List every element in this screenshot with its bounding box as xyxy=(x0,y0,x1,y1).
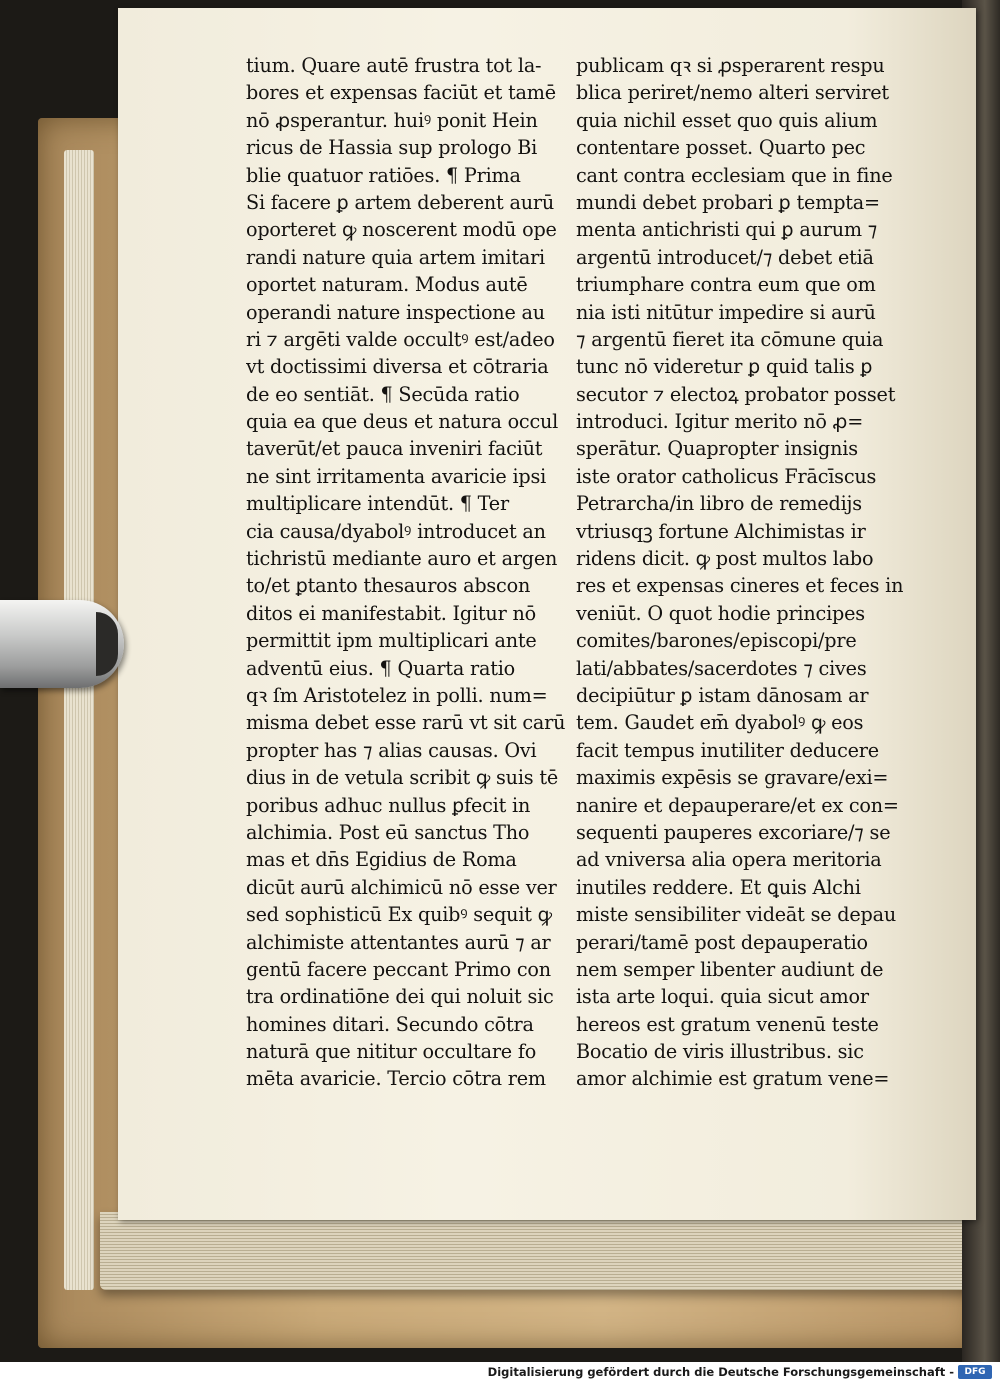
text-line: mas et dn̄s Egidius de Roma xyxy=(246,848,517,872)
text-line: ricus de Hassia sup prologo Bi xyxy=(246,136,538,160)
footer-bar xyxy=(0,1362,1000,1383)
text-line: tunc nō videretur ꝑ quid talis ꝑ xyxy=(576,355,873,379)
text-line: miste sensibiliter videāt se depau xyxy=(576,903,896,927)
text-line: adventū eius. ¶ Quarta ratio xyxy=(246,656,516,680)
text-line: introduci. Igitur merito nō ꝓ= xyxy=(576,410,864,434)
text-line: ditos ei manifestabit. Igitur nō xyxy=(246,601,536,625)
text-line: veniūt. O quot hodie principes xyxy=(576,601,865,625)
text-line: ⁊ argentū fieret ita cōmune quia xyxy=(576,327,884,351)
text-line: contentare posset. Quarto pec xyxy=(576,136,866,160)
text-line: nō ꝓsperantur. huiꝰ ponit Hein xyxy=(246,108,538,132)
text-line: amor alchimie est gratum vene= xyxy=(576,1067,890,1091)
text-line: sperātur. Quapropter insignis xyxy=(576,437,858,461)
text-line: taverūt/et pauca inveniri faciūt xyxy=(246,437,543,461)
text-line: misma debet esse rarū vt sit carū xyxy=(246,711,566,735)
text-line: alchimiste attentantes aurū ⁊ ar xyxy=(246,930,551,954)
text-line: decipiūtur ꝑ istam dānosam ar xyxy=(576,683,869,707)
text-line: tra ordinatiōne dei qui noluit sic xyxy=(246,985,554,1009)
text-line: lati/abbates/sacerdotes ⁊ cives xyxy=(576,656,867,680)
text-line: cia causa/dyabolꝰ introducet an xyxy=(246,519,546,543)
text-line: to/et ꝑtanto thesauros abscon xyxy=(246,574,531,598)
text-line: triumphare contra eum que om xyxy=(576,273,876,297)
text-line: propter has ⁊ alias causas. Ovi xyxy=(246,738,537,762)
text-line: naturā que nititur occultare fo xyxy=(246,1040,537,1064)
text-line: qꝛ ſm Aristotelez in polli. num= xyxy=(246,683,548,707)
text-line: Petrarcha/in libro de remedijs xyxy=(576,492,862,516)
book-page xyxy=(118,8,976,1220)
text-line: quia ea que deus et natura occul xyxy=(246,410,559,434)
text-line: Si facere ꝑ artem deberent aurū xyxy=(246,190,554,214)
text-line: publicam qꝛ si ꝓsperarent respu xyxy=(576,54,885,77)
page-holder-clip xyxy=(0,600,124,688)
right-text-column xyxy=(576,52,906,1093)
dfg-logo-icon[interactable]: DFG xyxy=(958,1365,992,1379)
text-line: tem. Gaudet em̄ dyabolꝰ ꝙ eos xyxy=(576,711,864,735)
text-line: de eo sentiāt. ¶ Secūda ratio xyxy=(246,382,520,406)
text-line: sed sophisticū Ex quibꝰ sequit ꝙ xyxy=(246,903,552,927)
text-line: bores et expensas faciūt et tamē xyxy=(246,81,556,105)
text-line: alchimia. Post eū sanctus Tho xyxy=(246,820,530,844)
text-line: ri ⁊ argēti valde occultꝰ est/adeo xyxy=(246,327,555,351)
text-line: sequenti pauperes excoriare/⁊ se xyxy=(576,820,891,844)
text-line: oporteret ꝙ noscerent modū ope xyxy=(246,218,557,242)
text-line: oportet naturam. Modus autē xyxy=(246,273,528,297)
text-line: ista arte loqui. quia sicut amor xyxy=(576,985,869,1009)
clip-shadow xyxy=(96,612,118,676)
text-line: cant contra ecclesiam que in fine xyxy=(576,163,893,187)
text-line: menta antichristi qui ꝑ aurum ⁊ xyxy=(576,218,878,242)
text-line: blie quatuor ratiōes. ¶ Prima xyxy=(246,163,521,187)
text-line: multiplicare intendūt. ¶ Ter xyxy=(246,492,509,516)
text-line: Bocatio de viris illustribus. sic xyxy=(576,1040,864,1064)
text-line: iste orator catholicus Frācīscus xyxy=(576,464,877,488)
text-line: poribus adhuc nullus ꝑfecit in xyxy=(246,793,531,817)
text-line: dicūt aurū alchimicū nō esse ver xyxy=(246,875,557,899)
text-line: ne sint irritamenta avaricie ipsi xyxy=(246,464,547,488)
text-line: nanire et depauperare/et ex con= xyxy=(576,793,899,817)
text-line: ridens dicit. ꝙ post multos labo xyxy=(576,547,874,571)
text-line: ad vniversa alia opera meritoria xyxy=(576,848,882,872)
text-line: blica periret/nemo alteri serviret xyxy=(576,81,889,105)
left-text-column xyxy=(246,52,568,1093)
text-line: homines ditari. Secundo cōtra xyxy=(246,1012,534,1036)
text-line: permittit ipm multiplicari ante xyxy=(246,629,537,653)
text-line: argentū introducet/⁊ debet etiā xyxy=(576,245,874,269)
text-line: gentū facere peccant Primo con xyxy=(246,957,551,981)
text-line: vt doctissimi diversa et cōtraria xyxy=(246,355,549,379)
text-line: nem semper libenter audiunt de xyxy=(576,957,884,981)
text-line: maximis expēsis se gravare/exi= xyxy=(576,766,889,790)
text-line: nia isti nitūtur impedire si aurū xyxy=(576,300,876,324)
page-stack-edge xyxy=(64,150,94,1290)
text-line: tichristū mediante auro et argen xyxy=(246,547,558,571)
text-line: mēta avaricie. Tercio cōtra rem xyxy=(246,1067,546,1091)
funding-credit: Digitalisierung gefördert durch die Deutsche Forschungsgemeinschaft - xyxy=(487,1365,954,1379)
text-line: operandi nature inspectione au xyxy=(246,300,545,324)
text-line: res et expensas cineres et feces in xyxy=(576,574,904,598)
text-line: randi nature quia artem imitari xyxy=(246,245,545,269)
text-line: vtriusqꝫ fortune Alchimistas ir xyxy=(576,519,866,543)
text-line: dius in de vetula scribit ꝙ suis tē xyxy=(246,766,558,790)
text-line: inutiles reddere. Et ꝗuis Alchi xyxy=(576,875,861,899)
text-line: tium. Quare autē frustra tot la- xyxy=(246,54,542,77)
text-line: facit tempus inutiliter deducere xyxy=(576,738,879,762)
text-line: quia nichil esset quo quis alium xyxy=(576,108,878,132)
text-line: mundi debet probari ꝑ tempta= xyxy=(576,190,880,214)
text-line: comites/barones/episcopi/pre xyxy=(576,629,857,653)
text-line: perari/tamē post depauperatio xyxy=(576,930,868,954)
page-edge-bottom xyxy=(100,1212,980,1290)
text-line: hereos est gratum venenū teste xyxy=(576,1012,879,1036)
text-line: secutor ⁊ electoꝝ probator posset xyxy=(576,382,896,406)
